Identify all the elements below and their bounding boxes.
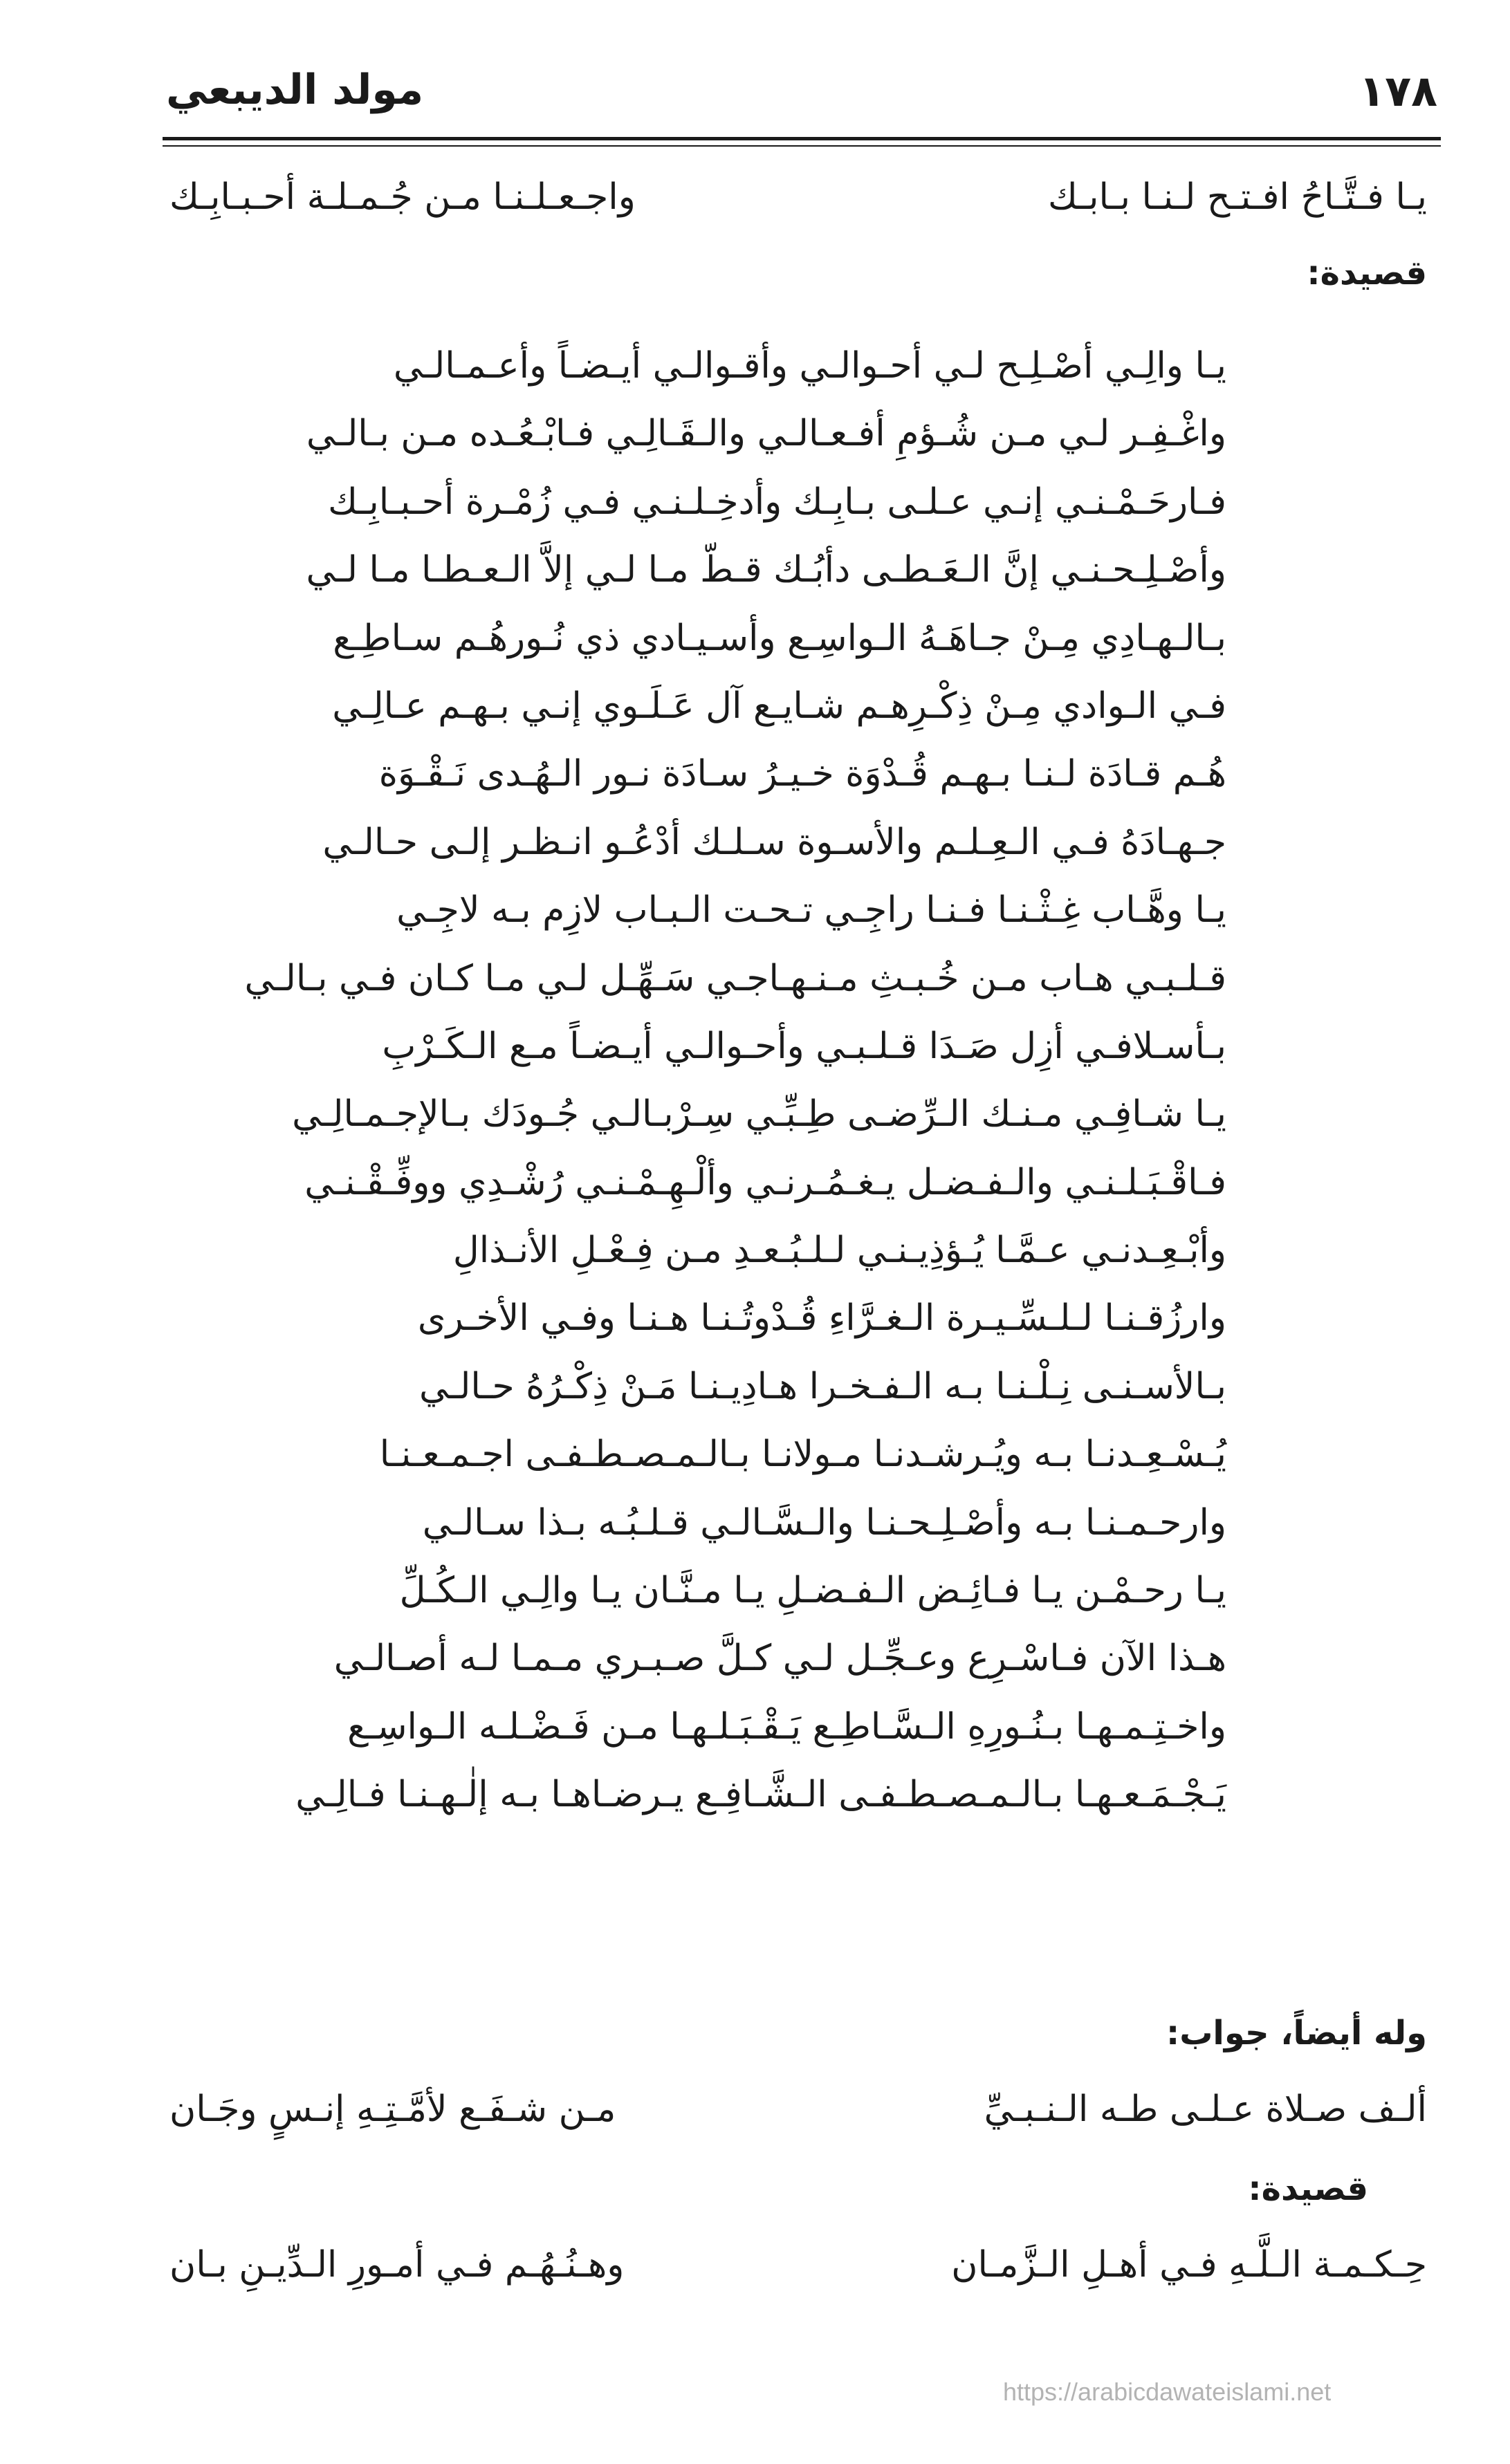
couplet-second-hemistich: وهـنُـهُـم فـي أمـورِ الـدِّيـنِ بـان (169, 2244, 625, 2286)
couplet-second-hemistich: مـن شـفَـع لأمَّـتِـهِ إنـسٍ وجَـان (169, 2088, 616, 2130)
poem-line: يُـسْـعِـدنـا بـه ويُـرشـدنـا مـولانـا بـالـمـصـطـفـى اجـمـعـنـا (379, 1434, 1226, 1476)
source-watermark: https://arabicdawateislami.net (1003, 2378, 1332, 2406)
reply-couplet (169, 2078, 1427, 2140)
poem-line: فـي الـوادي مِـنْ ذِكْـرِهـم شـايـع آل عَـلَـوي إنـي بـهـم عـالِـي (332, 685, 1226, 727)
poem-line: بـالـهـادِي مِـنْ جـاهَـهُ الـواسِـع وأسـيـادي ذي نُـورهُـم سـاطِـع (333, 617, 1226, 659)
poem-line: بـأسـلافـي أزِل صَـدَا قـلـبـي وأحـوالـي أيـضـاً مـع الـكَـرْبِ (382, 1025, 1226, 1067)
poem-line: وأبْـعِـدنـي عـمَّـا يُـؤذِيـنـي لـلـبُـعـدِ مـن فِـعْـلِ الأنـذالِ (452, 1230, 1226, 1272)
couplet-first-hemistich: حِـكـمـة الـلَّـهِ فـي أهـلِ الـزَّمـان (951, 2244, 1427, 2286)
page-number: ١٧٨ (1359, 66, 1437, 116)
poem-line: هـذا الآن فـاسْـرِع وعـجِّـل لـي كـلَّ صـبـري مـمـا لـه أصـالـي (333, 1638, 1226, 1680)
poem-lines (244, 332, 1226, 1829)
poem-line: واغْـفِـر لـي مـن شُـؤمِ أفـعـالـي والـقَـالِـي فـابْـعُـده مـن بـالـي (306, 413, 1226, 455)
poem-line: يـا وهَّـاب غِـثْـنـا فـنـا راجِـي تـحـت الـبـاب لازِم بـه لاجِـي (396, 889, 1226, 932)
poem-line: فـاقْـبَـلـنـي والـفـضـل يـغـمُـرنـي وألْـهِـمْـنـي رُشْـدِي ووفِّـقْـنـي (304, 1161, 1226, 1203)
page-header (166, 66, 1437, 142)
poem-line: بـالأسـنـى نِـلْـنـا بـه الـفـخـرا هـادِيـنـا مَـنْ ذِكْـرُهُ حـالـي (418, 1365, 1226, 1407)
poem-line: وارحـمـنـا بـه وأصْـلِـحـنـا والـسَّـالـي قـلـبُـه بـذا سـالـي (422, 1501, 1226, 1544)
section-heading-reply: وله أيضاً، جواب: (1166, 2014, 1427, 2053)
poem-line: هُـم قـادَة لـنـا بـهـم قُـدْوَة خـيـرُ سـادَة نـور الـهُـدى نَـقْـوَة (378, 753, 1226, 795)
poem-line: يـا رحـمْـن يـا فـائِـض الـفـضـلِ يـا مـنَّـان يـا والِـي الـكُـلِّ (399, 1570, 1226, 1612)
poem-line: وارزُقـنـا لـلـسِّـيـرة الـغـرَّاءِ قُـدْوتُـنـا هـنـا وفـي الأخـرى (417, 1297, 1226, 1340)
couplet-first-hemistich: يـا فـتَّـاحُ افـتـح لـنـا بـابـك (1047, 176, 1427, 218)
running-title: مولد الديبعي (166, 66, 424, 114)
poem-line: قـلـبـي هـاب مـن خُـبـثِ مـنـهـاجـي سَـهِّـل لـي مـا كـان فـي بـالـي (244, 957, 1226, 999)
section-heading-qasida: قصيدة: (1248, 2169, 1368, 2208)
header-rule-thick (163, 137, 1441, 140)
poem-line: فـارحَـمْـنـي إنـي عـلـى بـابِـك وأدخِـلـنـي فـي زُمْـرة أحـبـابِـك (328, 481, 1226, 523)
couplet-second-hemistich: واجـعـلـنـا مـن جُـمـلـة أحـبـابِـك (169, 176, 636, 218)
poem-line: يـا شـافِـي مـنـك الـرِّضـى طِـبِّـي سِـرْبـالـي جُـودَك بـالإجـمـالِـي (292, 1093, 1226, 1136)
poem-line: واخـتِـمـهـا بـنُـورِهِ الـسَّـاطِـع يَـقْـبَـلـهـا مـن فَـضْـلـه الـواسِـع (347, 1705, 1226, 1748)
poem-line: يـا والِـي أصْـلِـح لـي أحـوالـي وأقـوالـي أيـضـاً وأعـمـالـي (393, 345, 1226, 387)
poem-line: وأصْـلِـحـنـي إنَّ الـعَـطـى دأبُـك قـطّ مـا لـي إلاَّ الـعـطـا مـا لـي (306, 549, 1226, 591)
poem-line: جـهـادَهُ فـي الـعِـلـم والأسـوة سـلـك أدْعُـو انـظـر إلـى حـالـي (322, 821, 1226, 863)
final-couplet (169, 2234, 1427, 2296)
poem-line: يَـجْـمَـعـهـا بـالـمـصـطـفـى الـشَّـافِـع يـرضـاهـا بـه إلٰـهـنـا فـالِـي (295, 1774, 1226, 1816)
header-rule-thin (163, 145, 1441, 147)
opening-couplet (169, 166, 1427, 228)
couplet-first-hemistich: ألـف صـلاة عـلـى طـه الـنـبـيِّ (984, 2088, 1427, 2130)
section-heading-qasida: قصيدة: (1307, 254, 1427, 293)
